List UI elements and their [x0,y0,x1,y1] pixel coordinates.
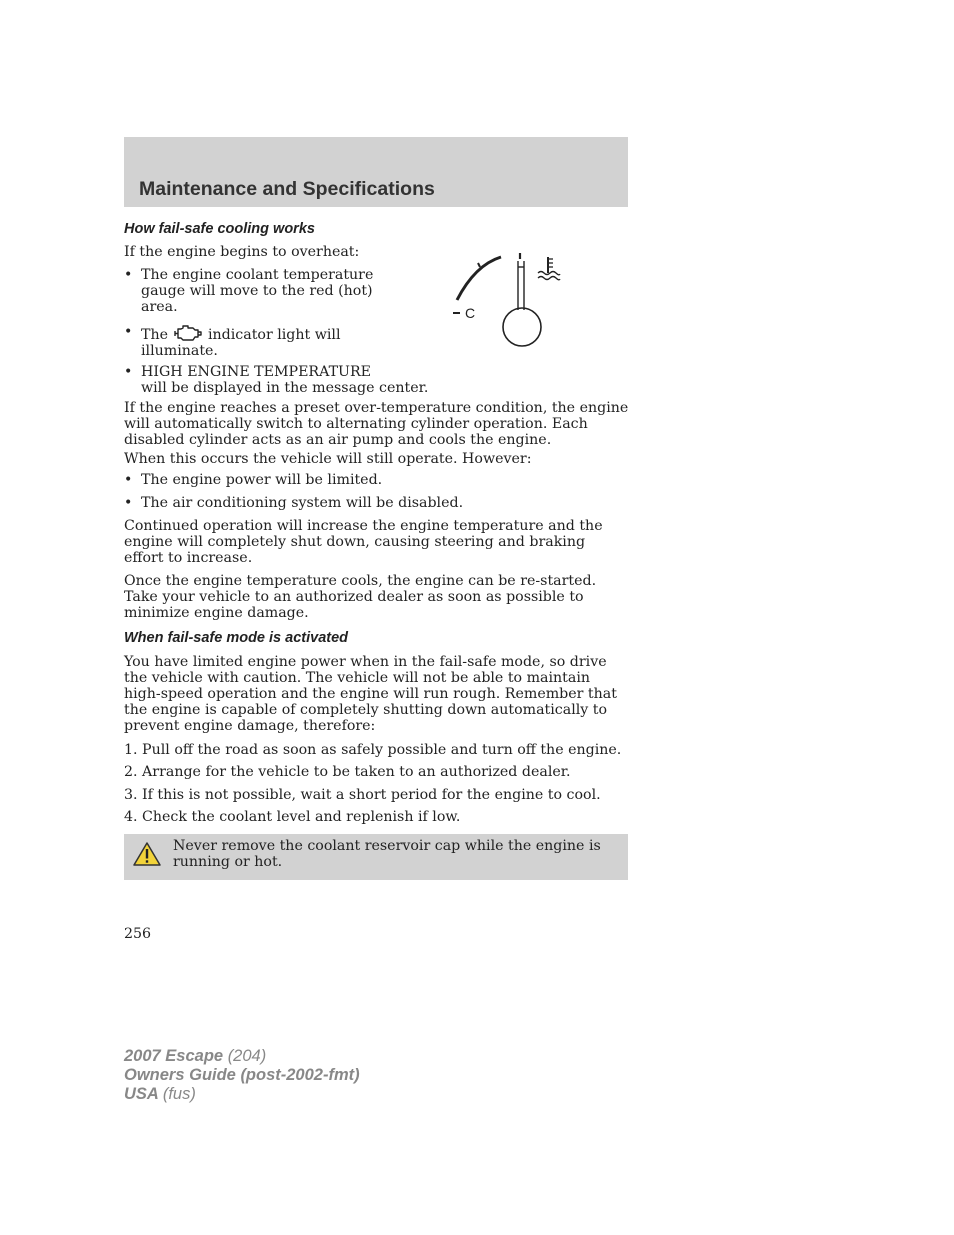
check-engine-icon [172,324,204,342]
paragraph: You have limited engine power when in the fail-safe mode, so drive the vehicle with caution. The vehicle will not be able to maintain high-speed operation and the engine will run rough. Remember that the engine is capable of completely shutting down automatically to prevent engine damage, therefore: [124,654,617,734]
gauge-cold-label: C [465,305,476,321]
warning-text: Never remove the coolant reservoir cap while the engine is running or hot. [173,838,601,870]
numbered-step: 1. Pull off the road as soon as safely possible and turn off the engine. [124,742,622,758]
page-number: 256 [124,926,152,942]
warning-triangle-icon [132,841,162,867]
page-title: Maintenance and Specifications [139,178,435,200]
footer: 2007 Escape (204) Owners Guide (post-2002-fmt) USA (fus) [124,1047,360,1103]
paragraph: Once the engine temperature cools, the engine can be re-started. Take your vehicle to an authorized dealer as soon as possible to minimize engine damage. [124,573,597,621]
paragraph: When this occurs the vehicle will still operate. However: [124,451,532,467]
numbered-step: 3. If this is not possible, wait a short period for the engine to cool. [124,787,601,803]
section-heading-fail-safe-cooling: How fail-safe cooling works [124,221,315,237]
paragraph: If the engine reaches a preset over-temperature condition, the engine will automatically switch to alternating cylinder operation. Each disabled cylinder acts as an air pump and cools the engine. [124,400,629,448]
numbered-step: 4. Check the coolant level and replenish if low. [124,809,461,825]
section-heading-fail-safe-mode: When fail-safe mode is activated [124,630,349,646]
numbered-step: 2. Arrange for the vehicle to be taken to an authorized dealer. [124,764,571,780]
intro-text: If the engine begins to overheat: [124,244,360,260]
warning-box [124,834,628,880]
coolant-temperature-icon [538,257,560,280]
temperature-gauge-illustration [445,245,570,350]
paragraph: Continued operation will increase the engine temperature and the engine will completely shut down, causing steering and braking effort to increase. [124,518,603,566]
